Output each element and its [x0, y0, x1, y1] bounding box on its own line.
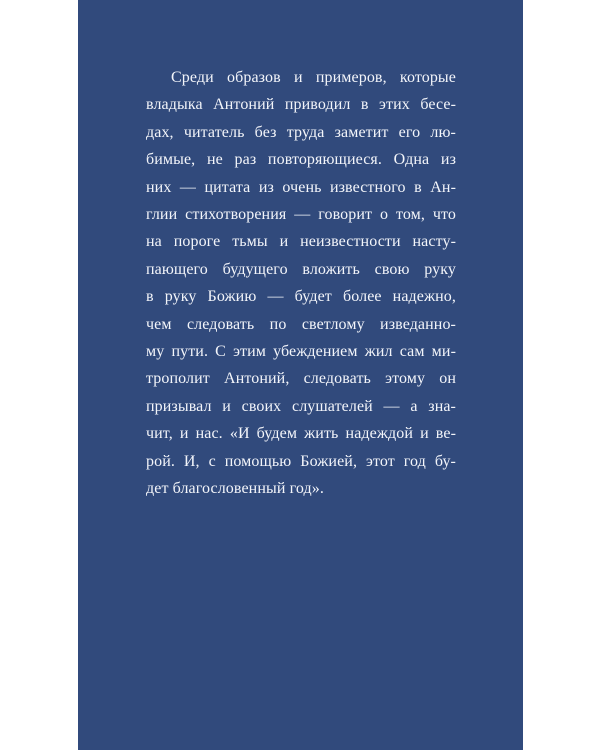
text-line: дет благословенный год».	[146, 480, 324, 498]
text-line: чем следовать по светлому изведанно-	[146, 315, 456, 333]
text-line: рой. И, с помощью Божией, этот год бу-	[146, 452, 456, 470]
text-line: бимые, не раз повторяющиеся. Одна из	[146, 151, 456, 169]
text-line: владыка Антоний приводил в этих бесе-	[146, 96, 456, 114]
text-line: них — цитата из очень известного в Ан-	[146, 178, 456, 196]
book-cover-panel	[78, 0, 523, 750]
text-line: в руку Божию — будет более надежно,	[146, 288, 456, 306]
text-line: чит, и нас. «И будем жить надеждой и ве-	[146, 425, 456, 443]
text-line: Среди образов и примеров, которые	[171, 69, 456, 86]
text-line: призывал и своих слушателей — а зна-	[146, 397, 456, 415]
text-line: трополит Антоний, следовать этому он	[146, 370, 456, 388]
text-line: му пути. С этим убеждением жил сам ми-	[146, 343, 456, 361]
quote-paragraph	[146, 64, 456, 503]
text-line: глии стихотворения — говорит о том, что	[146, 206, 456, 224]
text-line: дах, читатель без труда заметит его лю-	[146, 123, 456, 141]
text-line: на пороге тьмы и неизвестности насту-	[146, 233, 456, 251]
text-line: пающего будущего вложить свою руку	[146, 260, 456, 278]
